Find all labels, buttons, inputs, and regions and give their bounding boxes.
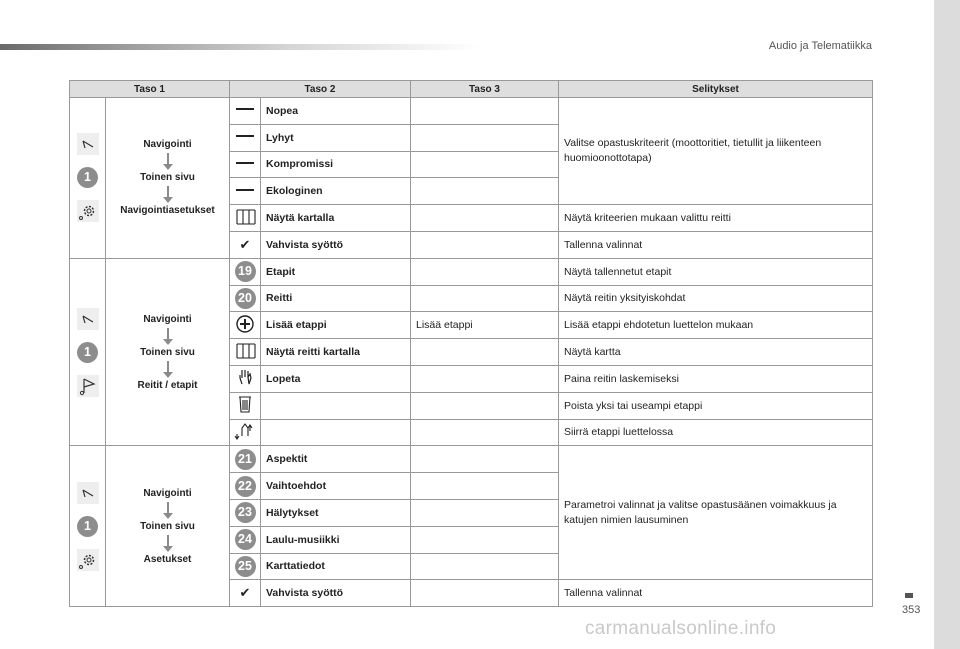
level1-nav-path — [106, 258, 230, 446]
header-taso-1: Taso 1 — [70, 81, 230, 98]
description-cell: Paina reitin laskemiseksi — [559, 365, 873, 392]
down-arrow-icon — [167, 186, 169, 198]
checkmark-icon: ✔ — [230, 580, 261, 607]
nav-step-3: Reitit / etapit — [137, 379, 198, 391]
option-lyhyt: Lyhyt — [261, 124, 411, 151]
level3-cell — [411, 124, 559, 151]
level1-icons-cell — [70, 258, 106, 446]
level3-cell — [411, 365, 559, 392]
plus-circle-icon — [230, 312, 261, 339]
badge-23: 23 — [235, 502, 256, 523]
down-arrow-icon — [167, 535, 169, 547]
nav-step-3: Navigointiasetukset — [120, 205, 215, 217]
navigation-arrow-icon — [77, 133, 99, 155]
trash-icon — [230, 392, 261, 419]
option-ekologinen: Ekologinen — [261, 178, 411, 205]
level3-cell — [411, 526, 559, 553]
badge-19: 19 — [235, 261, 256, 282]
route-flag-icon — [77, 375, 99, 397]
badge-24: 24 — [235, 529, 256, 550]
step-badge: 1 — [77, 342, 98, 363]
section-title: Audio ja Telematiikka — [768, 40, 872, 52]
badge-cell — [230, 446, 261, 473]
badge-cell — [230, 526, 261, 553]
level3-cell — [411, 231, 559, 258]
badge-cell — [230, 553, 261, 580]
page-edge-tab — [934, 0, 960, 649]
badge-cell — [230, 258, 261, 285]
option-reitti: Reitti — [261, 285, 411, 312]
option-nayta-kartalla: Näytä kartalla — [261, 205, 411, 232]
table-row — [70, 258, 873, 285]
badge-25: 25 — [235, 556, 256, 577]
description-cell: Lisää etappi ehdotetun luettelon mukaan — [559, 312, 873, 339]
nav-step-3: Asetukset — [143, 553, 192, 565]
option-kompromissi: Kompromissi — [261, 151, 411, 178]
level3-cell — [411, 499, 559, 526]
settings-gear-icon — [77, 200, 99, 222]
level3-cell — [411, 98, 559, 125]
description-cell: Tallenna valinnat — [559, 580, 873, 607]
option-laulu-musiikki: Laulu-musiikki — [261, 526, 411, 553]
header-taso-3: Taso 3 — [411, 81, 559, 98]
page-marker — [905, 593, 913, 598]
option-aspektit: Aspektit — [261, 446, 411, 473]
level1-icons-cell — [70, 446, 106, 607]
level3-cell — [411, 285, 559, 312]
navigation-arrow-icon — [77, 308, 99, 330]
level3-cell — [411, 258, 559, 285]
level3-cell — [411, 151, 559, 178]
page-number: 353 — [902, 604, 921, 616]
option-empty — [261, 392, 411, 419]
settings-gear-icon — [77, 549, 99, 571]
level1-icons-cell — [70, 98, 106, 259]
option-karttatiedot: Karttatiedot — [261, 553, 411, 580]
nav-step-2: Toinen sivu — [140, 172, 195, 184]
down-arrow-icon — [167, 502, 169, 514]
map-icon — [230, 339, 261, 366]
option-lopeta: Lopeta — [261, 365, 411, 392]
level3-cell — [411, 339, 559, 366]
badge-22: 22 — [235, 476, 256, 497]
badge-20: 20 — [235, 288, 256, 309]
description-cell: Valitse opastuskriteerit (moottoritiet, tietullit ja liikenteen huomioonottotapa) — [559, 98, 873, 205]
option-nayta-reitti-kartalla: Näytä reitti kartalla — [261, 339, 411, 366]
hand-stop-icon — [230, 365, 261, 392]
checkmark-icon: ✔ — [230, 231, 261, 258]
option-halytykset: Hälytykset — [261, 499, 411, 526]
horizontal-bar-icon — [230, 151, 261, 178]
horizontal-bar-icon — [230, 98, 261, 125]
nav-step-2: Toinen sivu — [140, 520, 195, 532]
level3-cell — [411, 178, 559, 205]
table-header-row — [70, 81, 873, 98]
option-vahvista-syotto: Vahvista syöttö — [261, 231, 411, 258]
watermark: carmanualsonline.info — [585, 618, 777, 639]
option-vaihtoehdot: Vaihtoehdot — [261, 473, 411, 500]
navigation-settings-table — [69, 80, 873, 607]
badge-cell — [230, 473, 261, 500]
horizontal-bar-icon — [230, 124, 261, 151]
level1-nav-path — [106, 446, 230, 607]
description-cell: Tallenna valinnat — [559, 231, 873, 258]
description-cell: Näytä reitin yksityiskohdat — [559, 285, 873, 312]
table-row — [70, 446, 873, 473]
option-etapit: Etapit — [261, 258, 411, 285]
level3-cell — [411, 419, 559, 446]
badge-21: 21 — [235, 449, 256, 470]
nav-step-2: Toinen sivu — [140, 346, 195, 358]
down-arrow-icon — [167, 361, 169, 373]
option-empty — [261, 419, 411, 446]
level3-cell — [411, 392, 559, 419]
nav-step-1: Navigointi — [143, 313, 192, 325]
reorder-arrows-icon — [230, 419, 261, 446]
header-gradient-bar — [0, 44, 480, 50]
level3-cell — [411, 473, 559, 500]
option-vahvista-syotto: Vahvista syöttö — [261, 580, 411, 607]
header-selitykset: Selitykset — [559, 81, 873, 98]
description-cell: Näytä tallennetut etapit — [559, 258, 873, 285]
map-icon — [230, 205, 261, 232]
nav-step-1: Navigointi — [143, 139, 192, 151]
level1-nav-path — [106, 98, 230, 259]
table-row — [70, 98, 873, 125]
navigation-arrow-icon — [77, 482, 99, 504]
description-cell: Poista yksi tai useampi etappi — [559, 392, 873, 419]
level3-cell — [411, 205, 559, 232]
nav-step-1: Navigointi — [143, 487, 192, 499]
step-badge: 1 — [77, 167, 98, 188]
description-cell: Näytä kriteerien mukaan valittu reitti — [559, 205, 873, 232]
level3-cell — [411, 580, 559, 607]
level3-cell — [411, 446, 559, 473]
down-arrow-icon — [167, 153, 169, 165]
option-lisaa-etappi: Lisää etappi — [261, 312, 411, 339]
header-taso-2: Taso 2 — [230, 81, 411, 98]
badge-cell — [230, 285, 261, 312]
level3-cell — [411, 553, 559, 580]
description-cell: Näytä kartta — [559, 339, 873, 366]
badge-cell — [230, 499, 261, 526]
description-cell: Siirrä etappi luettelossa — [559, 419, 873, 446]
description-cell: Parametroi valinnat ja valitse opastusäänen voimakkuus ja katujen nimien lausuminen — [559, 446, 873, 580]
level3-cell: Lisää etappi — [411, 312, 559, 339]
horizontal-bar-icon — [230, 178, 261, 205]
down-arrow-icon — [167, 328, 169, 340]
step-badge: 1 — [77, 516, 98, 537]
option-nopea: Nopea — [261, 98, 411, 125]
